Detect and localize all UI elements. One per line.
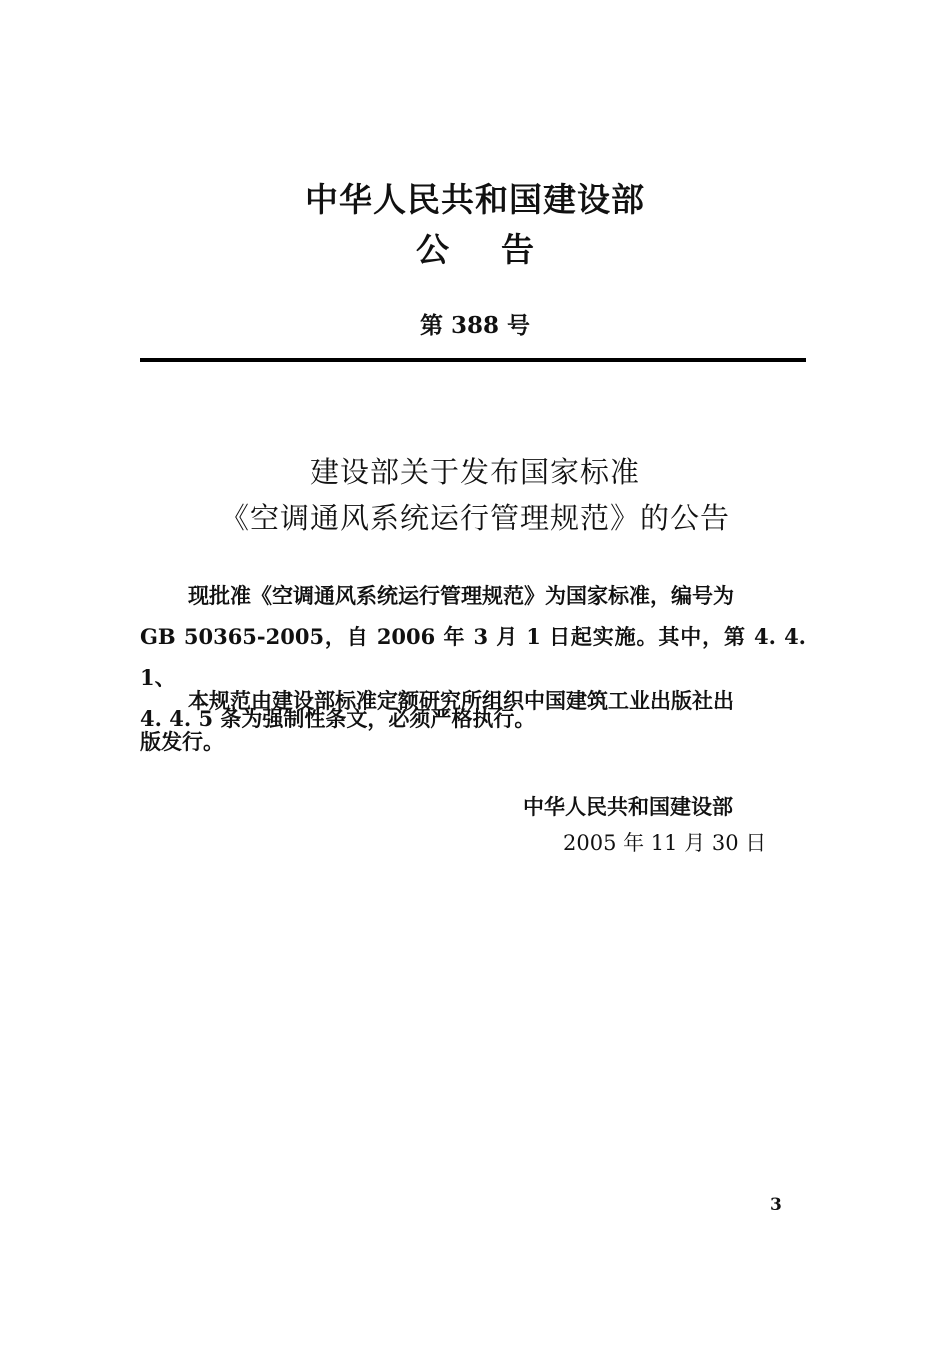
body-line: GB 50365-2005，自 2006 年 3 月 1 日起实施。其中，第 4. 4. 1、 [140, 624, 806, 690]
issuing-ministry-heading: 中华人民共和国建设部 [305, 180, 645, 219]
body-paragraph-2 [140, 680, 806, 762]
document-type-heading: 公告 [416, 230, 586, 269]
announcement-title-line-2: 《空调通风系统运行管理规范》的公告 [219, 501, 730, 535]
announcement-number: 第 388 号 [419, 312, 531, 339]
body-line: 版发行。 [140, 729, 224, 754]
body-line: 4. 4. 5 条为强制性条文，必须严格执行。 [140, 706, 536, 731]
announcement-title-line-1: 建设部关于发布国家标准 [309, 455, 640, 489]
body-line: 现批准《空调通风系统运行管理规范》为国家标准，编号为 [188, 583, 734, 608]
signature-date: 2005 年 11 月 30 日 [563, 831, 767, 855]
header-divider [140, 358, 806, 362]
page-number: 3 [770, 1195, 782, 1215]
body-line: 本规范由建设部标准定额研究所组织中国建筑工业出版社出 [188, 688, 734, 713]
signature-issuer: 中华人民共和国建设部 [523, 794, 733, 819]
